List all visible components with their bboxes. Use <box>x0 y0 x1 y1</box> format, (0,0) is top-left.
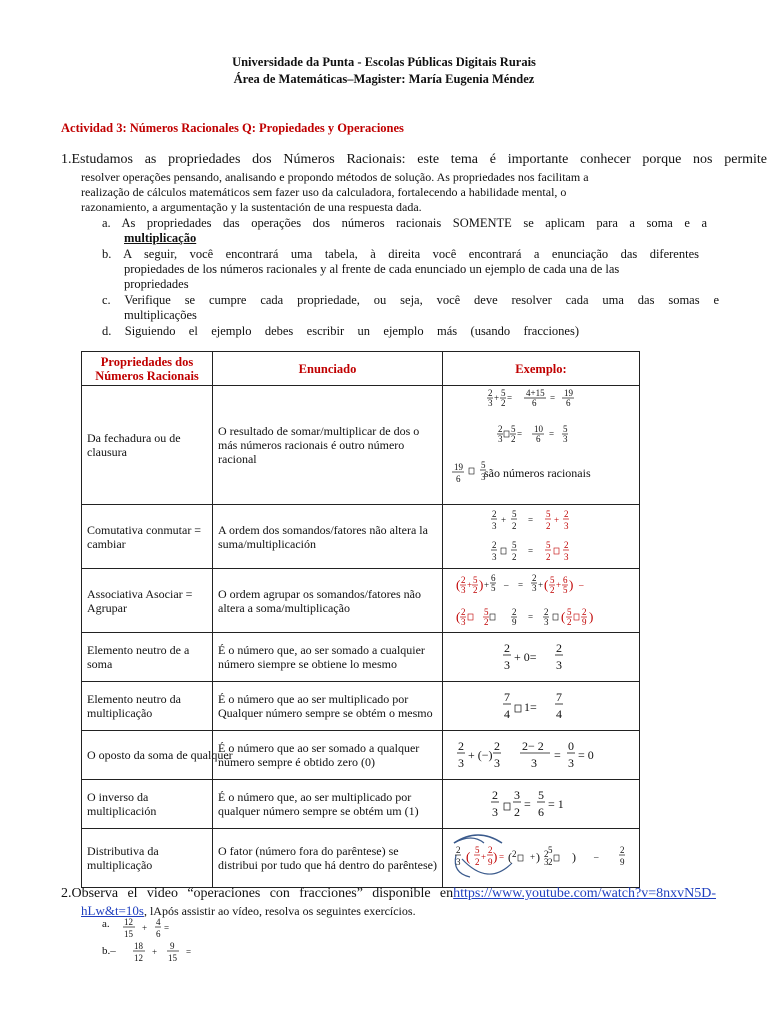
example-inverso <box>448 780 644 825</box>
prop-statement: A ordem dos somandos/fatores não altera la suma/multiplicación <box>213 505 443 569</box>
svg-text:6: 6 <box>491 573 496 583</box>
svg-text:3: 3 <box>568 756 574 770</box>
svg-text:2: 2 <box>512 552 517 562</box>
table-row <box>82 682 640 731</box>
svg-text:10: 10 <box>534 424 543 434</box>
svg-text:3: 3 <box>492 552 497 562</box>
section1-line: resolver operações pensando, analisando e propondo métodos de solução. As propriedades nos facilitam a <box>81 170 589 184</box>
item-b: b. A seguir, você encontrará uma tabela, à direita você encontrará a enunciação das diferentes <box>102 247 699 261</box>
example-oposto <box>448 731 644 776</box>
svg-text:5: 5 <box>475 845 480 855</box>
svg-text:2: 2 <box>494 739 500 753</box>
svg-text:=: = <box>507 393 513 403</box>
svg-text:2: 2 <box>456 845 461 855</box>
prop-statement: O ordem agrupar os somandos/fatores não altera a soma/multiplicação <box>213 569 443 633</box>
svg-text:3: 3 <box>556 658 562 672</box>
svg-text:2: 2 <box>492 788 498 802</box>
svg-text:6: 6 <box>156 929 161 939</box>
svg-text:7: 7 <box>504 690 510 704</box>
svg-text:5: 5 <box>563 585 568 595</box>
svg-text:): ) <box>536 850 540 864</box>
svg-text:2: 2 <box>550 585 555 595</box>
svg-text:4: 4 <box>556 707 562 721</box>
prop-statement: É o número que, ao ser multiplicado por qualquer número sempre se obtém um (1) <box>213 780 443 829</box>
svg-text:2: 2 <box>512 849 517 859</box>
svg-text:0: 0 <box>568 739 574 753</box>
svg-text:9: 9 <box>620 857 625 867</box>
example-cell <box>443 505 640 569</box>
svg-text:2: 2 <box>512 521 517 531</box>
svg-text:9: 9 <box>512 617 517 627</box>
prop-name: Associativa Asociar = Agrupar <box>82 569 213 633</box>
svg-text:3: 3 <box>544 857 549 867</box>
svg-text:3: 3 <box>531 756 537 770</box>
clausura-conclusion: são números racionais <box>484 466 591 480</box>
svg-text:3: 3 <box>461 617 466 627</box>
svg-text:5: 5 <box>548 845 553 855</box>
svg-text:3: 3 <box>461 585 466 595</box>
svg-text:3: 3 <box>498 434 503 444</box>
svg-text:): ) <box>589 609 594 624</box>
svg-text:5: 5 <box>511 424 516 434</box>
svg-text:4: 4 <box>156 917 161 927</box>
svg-text:2: 2 <box>511 434 516 444</box>
svg-text:2: 2 <box>544 607 549 617</box>
svg-text:9: 9 <box>170 941 175 951</box>
svg-text:3: 3 <box>492 521 497 531</box>
svg-text:5: 5 <box>538 788 544 802</box>
svg-text:2: 2 <box>564 540 569 550</box>
svg-text:6: 6 <box>566 398 571 408</box>
svg-text:2: 2 <box>514 805 520 819</box>
header-exemplo: Exemplo: <box>443 352 640 386</box>
video-link-cont[interactable]: hLw&t=10s <box>81 903 144 918</box>
svg-text:3: 3 <box>494 756 500 770</box>
svg-text:4+15: 4+15 <box>526 388 545 398</box>
example-cell <box>443 731 640 780</box>
svg-text:+: + <box>467 580 473 590</box>
svg-text:12: 12 <box>124 917 133 927</box>
svg-text:+: + <box>501 515 507 525</box>
svg-text:6: 6 <box>538 805 544 819</box>
svg-text:4: 4 <box>504 707 510 721</box>
svg-text:5: 5 <box>512 509 517 519</box>
svg-text:+ (−): + (−) <box>468 748 493 762</box>
prop-statement: É o número que, ao ser somado a cualquier número siempre se obtiene lo mesmo <box>213 633 443 682</box>
svg-text:3: 3 <box>504 658 510 672</box>
svg-text:=: = <box>550 393 556 403</box>
svg-text:2: 2 <box>473 585 478 595</box>
svg-text:(: ( <box>456 577 461 592</box>
prop-name: Elemento neutro de a soma <box>82 633 213 682</box>
example-comutativa <box>448 505 644 565</box>
svg-text:2: 2 <box>582 607 587 617</box>
example-clausura <box>448 386 644 501</box>
svg-text:–: – <box>594 852 599 862</box>
svg-text:(: ( <box>508 850 512 864</box>
svg-text:3: 3 <box>481 472 486 482</box>
svg-text:2: 2 <box>546 521 551 531</box>
table-row <box>82 731 640 780</box>
svg-text:19: 19 <box>454 462 463 472</box>
svg-text:(: ( <box>544 577 549 592</box>
svg-text:3: 3 <box>456 857 461 867</box>
svg-text:2: 2 <box>492 509 497 519</box>
svg-text:2: 2 <box>498 424 503 434</box>
header-propriedades: Propriedades dos Números Racionais <box>82 352 213 386</box>
prop-name: Distributiva da multiplicação <box>82 829 213 888</box>
svg-text:3: 3 <box>564 552 569 562</box>
prop-name: Elemento neutro da multiplicação <box>82 682 213 731</box>
prop-name: Comutativa conmutar = cambiar <box>82 505 213 569</box>
example-cell <box>443 633 640 682</box>
svg-text:3: 3 <box>563 434 568 444</box>
svg-text:5: 5 <box>567 607 572 617</box>
svg-text:5: 5 <box>546 540 551 550</box>
section2-text: 2.Observa el video “operaciones con fracciones” disponible en <box>61 886 454 901</box>
svg-text:2: 2 <box>461 607 466 617</box>
section1-intro: 1.Estudamos as propriedades dos Números Racionais: este tema é importante conhecer porque nos permite <box>61 152 767 167</box>
svg-text:2: 2 <box>548 857 553 867</box>
item-b-cont: propriedades <box>124 277 189 291</box>
svg-text:=: = <box>524 797 531 811</box>
svg-text:5: 5 <box>473 575 478 585</box>
svg-text:3: 3 <box>514 788 520 802</box>
svg-text:2: 2 <box>567 617 572 627</box>
svg-text:+: + <box>538 580 544 590</box>
svg-text:15: 15 <box>124 929 133 939</box>
svg-text:6: 6 <box>456 474 461 484</box>
prop-statement: É o número que ao ser multiplicado por Qualquer número sempre se obtém o mesmo <box>213 682 443 731</box>
svg-text:5: 5 <box>546 509 551 519</box>
svg-text:+: + <box>142 923 148 933</box>
svg-text:2: 2 <box>556 641 562 655</box>
svg-text:): ) <box>479 577 484 592</box>
example-associativa <box>448 569 644 629</box>
svg-text:5: 5 <box>484 607 489 617</box>
header-institution: Universidade da Punta - Escolas Públicas Digitais Rurais <box>232 55 536 69</box>
svg-text:9: 9 <box>582 617 587 627</box>
table-row <box>82 569 640 633</box>
svg-text:+: + <box>481 852 487 862</box>
item-a-cont: multiplicação <box>124 231 197 245</box>
table-row <box>82 505 640 569</box>
svg-text:3: 3 <box>488 398 493 408</box>
svg-text:): ) <box>569 577 574 592</box>
svg-text:+: + <box>494 393 500 403</box>
example-distributiva <box>448 829 644 884</box>
prop-name: Da fechadura ou de clausura <box>82 386 213 505</box>
svg-text:5: 5 <box>563 424 568 434</box>
svg-text:2: 2 <box>546 552 551 562</box>
svg-text:2: 2 <box>501 398 506 408</box>
exercise-b-label: b.– <box>102 945 116 957</box>
svg-text:): ) <box>572 850 576 864</box>
svg-text:15: 15 <box>168 953 177 963</box>
svg-text:19: 19 <box>564 388 573 398</box>
prop-statement: O resultado de somar/multiplicar de dos o más números racionais é outro número racional <box>213 386 443 505</box>
item-a: a. As propriedades das operações dos números racionais SOMENTE se aplicam para a soma e a <box>102 216 707 230</box>
svg-text:3: 3 <box>544 617 549 627</box>
svg-text:5: 5 <box>501 388 506 398</box>
prop-name: O inverso da multiplicación <box>82 780 213 829</box>
svg-text:=: = <box>528 546 534 556</box>
table-row <box>82 829 640 888</box>
svg-text:2: 2 <box>475 857 480 867</box>
example-cell <box>443 829 640 888</box>
svg-text:2− 2: 2− 2 <box>522 739 544 753</box>
example-cell <box>443 386 640 505</box>
svg-text:2: 2 <box>492 540 497 550</box>
svg-text:(: ( <box>466 849 471 864</box>
properties-table <box>81 351 640 888</box>
svg-text:1=: 1= <box>524 700 537 714</box>
exercise-b <box>130 940 210 966</box>
svg-text:=: = <box>186 947 192 957</box>
svg-text:2: 2 <box>458 739 464 753</box>
svg-text:(: ( <box>561 609 566 624</box>
table-row <box>82 780 640 829</box>
svg-text:= 0: = 0 <box>578 748 594 762</box>
activity-title: Actividad 3: Números Racionales Q: Propiedades y Operaciones <box>61 121 404 135</box>
svg-text:3: 3 <box>492 805 498 819</box>
svg-text:5: 5 <box>512 540 517 550</box>
svg-text:2: 2 <box>488 388 493 398</box>
exercise-a <box>120 916 200 942</box>
section2-intro <box>61 886 716 902</box>
svg-text:+: + <box>484 580 490 590</box>
svg-text:+ 0=: + 0= <box>514 650 537 664</box>
svg-text:2: 2 <box>564 509 569 519</box>
svg-text:3: 3 <box>458 756 464 770</box>
item-c-cont: multiplicações <box>124 308 197 322</box>
svg-text:2: 2 <box>620 845 625 855</box>
svg-text:+: + <box>152 947 158 957</box>
svg-text:=: = <box>518 580 524 590</box>
svg-text:3: 3 <box>564 521 569 531</box>
svg-text:=: = <box>554 748 561 762</box>
item-c: c. Verifique se cumpre cada propriedade, ou seja, você deve resolver cada uma das somas e <box>102 293 719 307</box>
svg-text:): ) <box>493 849 498 864</box>
section1-line: realização de cálculos matemáticos sem fazer uso da calculadora, fortalecendo a habilidade mental, o <box>81 185 567 199</box>
svg-text:+: + <box>530 852 536 862</box>
table-row <box>82 386 640 505</box>
svg-text:2: 2 <box>461 575 466 585</box>
table-row <box>82 633 640 682</box>
svg-text:5: 5 <box>491 583 496 593</box>
svg-text:= 1: = 1 <box>548 797 564 811</box>
svg-text:–: – <box>504 580 509 590</box>
svg-text:(: ( <box>456 609 461 624</box>
example-neutro-multiplicacao <box>448 682 644 727</box>
svg-text:12: 12 <box>134 953 143 963</box>
svg-text:2: 2 <box>532 573 537 583</box>
example-cell <box>443 682 640 731</box>
header-enunciado: Enunciado <box>213 352 443 386</box>
section2-text: , lApós assistir ao vídeo, resolva os seguintes exercícios. <box>143 904 416 918</box>
svg-text:6: 6 <box>563 575 568 585</box>
svg-text:=: = <box>164 923 170 933</box>
prop-name: O oposto da soma de qualquer <box>82 731 213 780</box>
prop-statement: É o número que ao ser somado a qualquer número sempre é obtido zero (0) <box>213 731 443 780</box>
table-header-row <box>82 352 640 386</box>
svg-text:=: = <box>549 429 555 439</box>
svg-text:2: 2 <box>488 845 493 855</box>
svg-text:6: 6 <box>536 434 541 444</box>
example-cell <box>443 569 640 633</box>
header-area: Área de Matemáticas–Magister: María Eugenia Méndez <box>233 72 535 86</box>
svg-text:18: 18 <box>134 941 143 951</box>
section1-line: razonamiento, a argumentação y la sustentación de una respuesta dada. <box>81 200 422 214</box>
svg-text:9: 9 <box>488 857 493 867</box>
item-d: d. Siguiendo el ejemplo debes escribir un ejemplo más (usando fracciones) <box>102 324 579 338</box>
svg-text:–: – <box>579 580 584 590</box>
svg-text:2: 2 <box>504 641 510 655</box>
svg-text:7: 7 <box>556 690 562 704</box>
item-b-cont: propiedades de los números racionales y al frente de cada enunciado un ejemplo de cada una de las <box>124 262 620 276</box>
svg-text:2: 2 <box>512 607 517 617</box>
svg-text:6: 6 <box>532 398 537 408</box>
example-cell <box>443 780 640 829</box>
svg-text:=: = <box>528 515 534 525</box>
svg-text:2: 2 <box>484 617 489 627</box>
svg-text:+: + <box>554 515 560 525</box>
example-neutro-soma <box>448 633 644 678</box>
svg-text:3: 3 <box>532 583 537 593</box>
svg-text:=: = <box>499 852 505 862</box>
svg-text:2: 2 <box>544 849 549 859</box>
svg-text:=: = <box>517 429 523 439</box>
prop-statement: O fator (número fora do parêntese) se distribui por tudo que há dentro do parêntese) <box>213 829 443 888</box>
svg-text:5: 5 <box>550 575 555 585</box>
video-link[interactable]: https://www.youtube.com/watch?v=8nxvN5D- <box>453 886 716 901</box>
svg-text:+: + <box>556 580 562 590</box>
svg-text:=: = <box>528 612 534 622</box>
exercise-a-label: a. <box>102 918 110 930</box>
svg-text:5: 5 <box>481 460 486 470</box>
